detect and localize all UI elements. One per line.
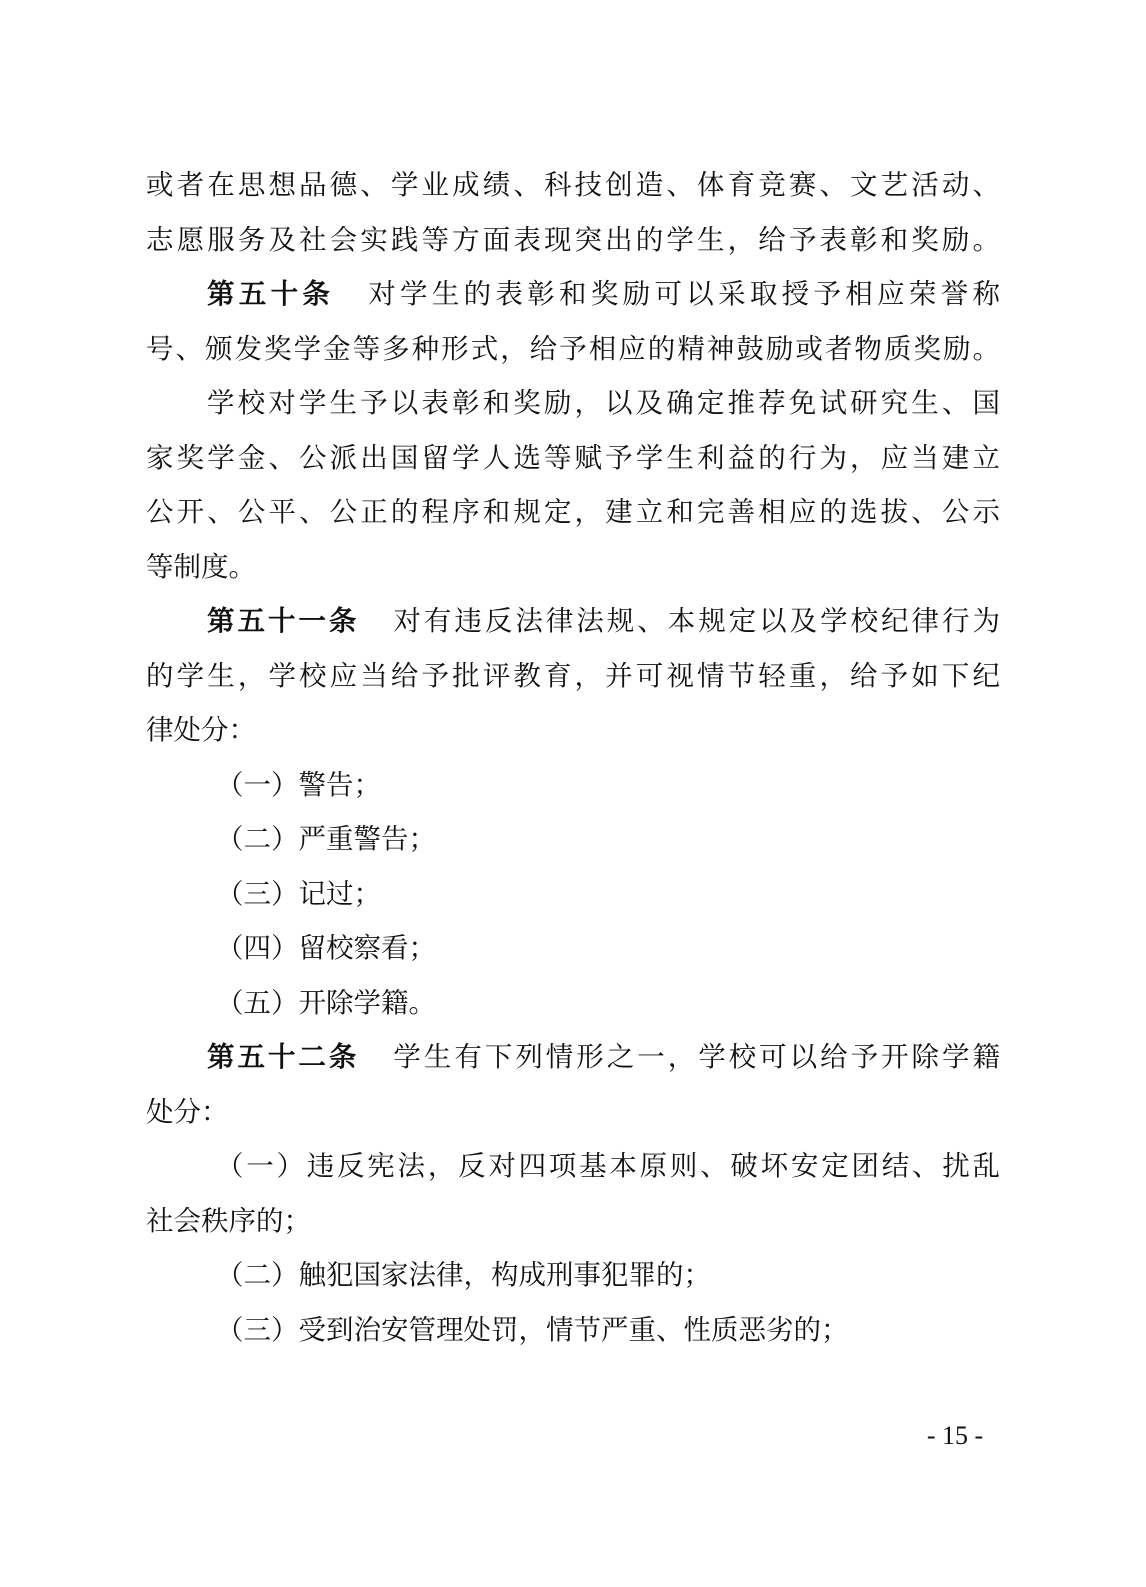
list-item: （二）严重警告； [216,823,436,855]
article-text: 对有违反法律法规、本规定以及学校纪律行为 [393,605,1001,637]
text-line: 学校对学生予以表彰和奖励，以及确定推荐免试研究生、国 [207,387,1000,419]
article-heading: 第五十二条 [207,1041,360,1073]
text-line: 的学生，学校应当给予批评教育，并可视情节轻重，给予如下纪 [146,659,1000,692]
page-number: - 15 - [926,1421,984,1450]
article-heading: 第五十一条 [207,605,360,637]
text-line: 志愿服务及社会实践等方面表现突出的学生，给予表彰和奖励。 [146,223,1000,256]
article-text: 学生有下列情形之一，学校可以给予开除学籍 [393,1041,1001,1073]
list-item: （三）记过； [216,877,381,910]
document-body [146,158,1000,1357]
list-item: （二）触犯国家法律，构成刑事犯罪的； [216,1259,711,1291]
text-line: 律处分： [146,714,256,746]
text-line: 号、颁发奖学金等多种形式，给予相应的精神鼓励或者物质奖励。 [146,332,1000,365]
text-line: 或者在思想品德、学业成绩、科技创造、体育竞赛、文艺活动、 [146,169,1000,201]
list-item: （四）留校察看； [216,932,436,964]
article-text: 对学生的表彰和奖励可以采取授予相应荣誉称 [368,278,1000,310]
text-line: 社会秩序的； [146,1204,311,1237]
text-line: 等制度。 [146,550,256,583]
article-heading: 第五十条 [207,278,335,310]
text-line: 处分： [146,1095,229,1128]
article-50-line [146,267,1000,322]
article-51-line [146,594,1000,649]
list-item: （一）违反宪法，反对四项基本原则、破坏安定团结、扰乱 [216,1150,1000,1182]
article-52-line [146,1030,1000,1085]
list-item: （一）警告； [216,768,381,801]
list-item: （三）受到治安管理处罚，情节严重、性质恶劣的； [216,1313,849,1346]
text-line: 家奖学金、公派出国留学人选等赋予学生利益的行为，应当建立 [146,441,1000,474]
list-item: （五）开除学籍。 [216,986,436,1019]
text-line: 公开、公平、公正的程序和规定，建立和完善相应的选拔、公示 [146,496,1000,528]
